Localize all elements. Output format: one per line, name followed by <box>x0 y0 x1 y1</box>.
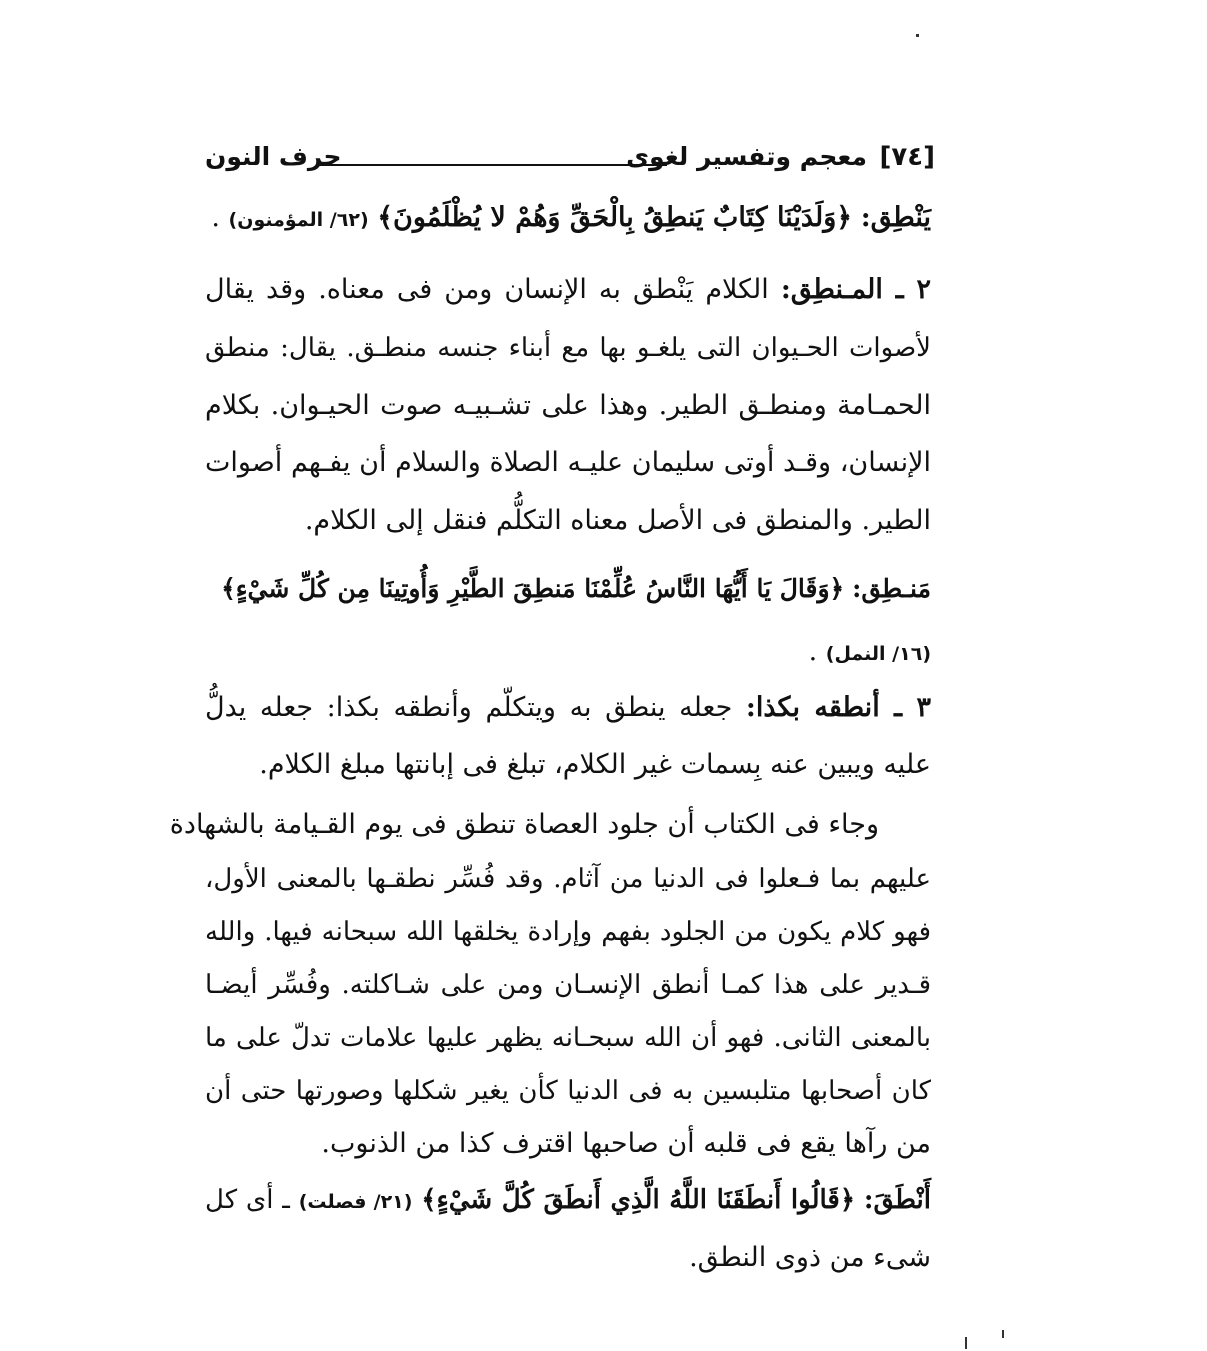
text-line <box>205 859 931 899</box>
quran-quote: ﴿وَقَالَ يَا أَيُّهَا النَّاسُ عُلِّمْنَا مَنطِقَ الطَّيْرِ وَأُوتِينَا مِن كُلِّ شَيْءٍ﴾ <box>221 574 845 603</box>
quran-quote: ﴿وَلَدَيْنَا كِتَابٌ يَنطِقُ بِالْحَقِّ وَهُمْ لا يُظْلَمُونَ﴾ <box>377 202 853 233</box>
entry-headword: أَنْطَقَ: <box>863 1185 931 1215</box>
scan-speck <box>916 34 919 37</box>
text-line <box>205 270 931 310</box>
line-text: شىء من ذوى النطق. <box>689 1242 931 1273</box>
line-tail: . <box>808 636 818 667</box>
entry-headword: يَنْطِق: <box>860 202 931 233</box>
text-line <box>809 632 931 674</box>
line-text: فهو كلام يكون من الجلود بفهم وإرادة يخلقها الله سبحانه فيها. والله <box>205 917 931 947</box>
line-text: الإنسان، وقـد أوتى سليمان عليـه الصلاة والسلام أن يفـهم أصوات <box>205 447 931 478</box>
line-text: كان أصحابها متلبسين به فى الدنيا كأن يغير شكلها وصورتها حتى أن <box>205 1076 931 1106</box>
running-header <box>205 140 935 176</box>
line-text: بالمعنى الثانى. فهو أن الله سبحـانه يظهر عليها علامات تدلّ على ما <box>205 1023 931 1053</box>
text-line <box>221 569 931 609</box>
text-line <box>321 1124 931 1164</box>
text-line <box>205 1071 931 1111</box>
line-text: الكلام يَنْطق به الإنسان ومن فى معناه. وقد يقال <box>205 274 769 305</box>
text-line <box>205 912 931 952</box>
text-line <box>169 805 879 845</box>
text-line <box>205 443 931 483</box>
text-line <box>205 386 931 426</box>
line-text: عليهم بما فـعلوا فى الدنيا من آثام. وقد فُسِّر نطقـها بالمعنى الأول، <box>205 864 931 894</box>
scan-speck <box>965 1337 967 1349</box>
verse-reference: (١٦/ النمل) <box>825 643 931 665</box>
text-line <box>205 965 931 1005</box>
line-text: لأصوات الحـيوان التى يلغـو بها مع أبناء جنسه منطـق. يقال: منطق <box>205 333 931 363</box>
text-line <box>205 1180 931 1222</box>
quran-quote: ﴿قَالُوا أَنطَقَنَا اللَّهُ الَّذِي أَنطَقَ كُلَّ شَيْءٍ﴾ <box>421 1185 856 1215</box>
verse-reference: (٦٢/ المؤمنون) <box>228 209 369 231</box>
header-rule <box>317 164 667 166</box>
line-text: قـدير على هذا كمـا أنطق الإنسـان ومن على شـاكلته. وفُسِّر أيضـا <box>205 970 931 1000</box>
text-line <box>689 1238 931 1278</box>
page-number: [٧٤] <box>879 142 935 172</box>
entry-headword: ٣ ـ أنطقه بكذا: <box>745 692 931 723</box>
text-line <box>205 1018 931 1058</box>
line-text: الطير. والمنطق فى الأصل معناه التكلُّم فنقل إلى الكلام. <box>304 505 931 536</box>
text-line <box>211 198 931 240</box>
text-line <box>205 688 931 728</box>
line-text: وجاء فى الكتاب أن جلود العصاة تنطق فى يوم القـيامة بالشهادة <box>169 809 879 840</box>
text-line <box>305 501 931 541</box>
line-tail: ـ أى كل <box>205 1185 290 1215</box>
text-line <box>259 745 931 785</box>
line-text: من رآها يقع فى قلبه أن صاحبها اقترف كذا من الذنوب. <box>321 1128 931 1159</box>
text-line <box>205 328 931 368</box>
entry-headword: ٢ ـ المـنطِق: <box>780 274 931 305</box>
book-title: معجم وتفسير لغوى <box>626 142 867 171</box>
entry-headword: مَنـطِق: <box>852 574 931 603</box>
line-text: الحمـامة ومنطـق الطير. وهذا على تشـبيـه صوت الحيـوان. بكلام <box>205 390 931 421</box>
line-tail: . <box>211 202 220 233</box>
line-text: جعله ينطق به ويتكلّم وأنطقه بكذا: جعله يدلُّ <box>205 692 733 723</box>
chapter-title: حرف النون <box>205 142 342 171</box>
line-text: عليه ويبين عنه بِسمات غير الكلام، تبلغ فى إبانتها مبلغ الكلام. <box>259 749 931 780</box>
verse-reference: (٢١/ فصلت) <box>298 1191 413 1213</box>
scan-speck <box>1002 1330 1004 1338</box>
